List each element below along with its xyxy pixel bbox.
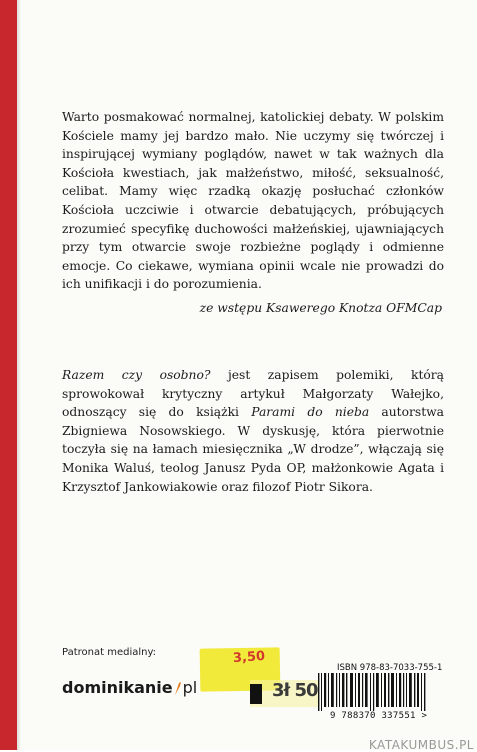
title-parami-do-nieba: Parami do nieba [251,405,370,420]
spine-red-band [0,0,17,750]
blurb-paragraph-2-text-a: jest zapisem polemiki, którą sprowokował krytyczny artykuł Małgorzaty Wałejko, odnoszący się do książki [62,368,445,420]
barcode-image [318,673,438,711]
logo-text: dominikanie [62,678,173,697]
dominikanie-logo [62,678,197,697]
blurb-paragraph-2 [62,366,444,496]
barcode-digits: 9 788370 337551 > [330,711,428,721]
watermark: KATAKUMBUS.PL [368,738,474,752]
title-razem-czy-osobno: Razem czy osobno? [62,368,211,382]
logo-figure-icon [173,680,183,696]
logo-suffix: pl [182,678,198,697]
spine-shadow [17,0,21,750]
patronat-label: Patronat medialny: [62,647,157,658]
blurb-paragraph-2-text-b: autorstwa Zbigniewa Nosowskiego. W dyskusję, która pierwotnie toczyła się na łamach miesięcznika „W drodze”, włączają się Monika Waluś, teolog Janusz Pyda OP, małżonkowie Agata i Krzysztof Jankowiakowie oraz filozof Piotr Sikora. [62,405,444,494]
blurb-paragraph-1: Warto posmakować normalnej, katolickiej debaty. W polskim Kościele mamy jej bardzo mało. Nie uczymy się twórczej i inspirującej wymiany poglądów, nawet w tak ważnych dla Kościoła kwestiach, jak małżeństwo, miłość, seksualność, celibat. Mamy więc rzadką okazję posłuchać członków Kościoła uczciwie i otwarcie debatujących, próbujących zrozumieć specyfikę duchowości małżeńskiej, ujawniających przy tym otwarcie swoje rozbieżne poglądy i odmienne emocje. Co ciekawe, wymiana opinii wcale nie prowadzi do ich unifikacji i do porozumienia. [62,110,444,292]
isbn-label: ISBN 978-83-7033-755-1 [337,663,443,673]
sticker-price-text: 3,50 [232,648,266,667]
handwritten-price: 3ł 50 [272,680,318,701]
quote-attribution: ze wstępu Ksawerego Knotza OFMCap [199,301,442,315]
